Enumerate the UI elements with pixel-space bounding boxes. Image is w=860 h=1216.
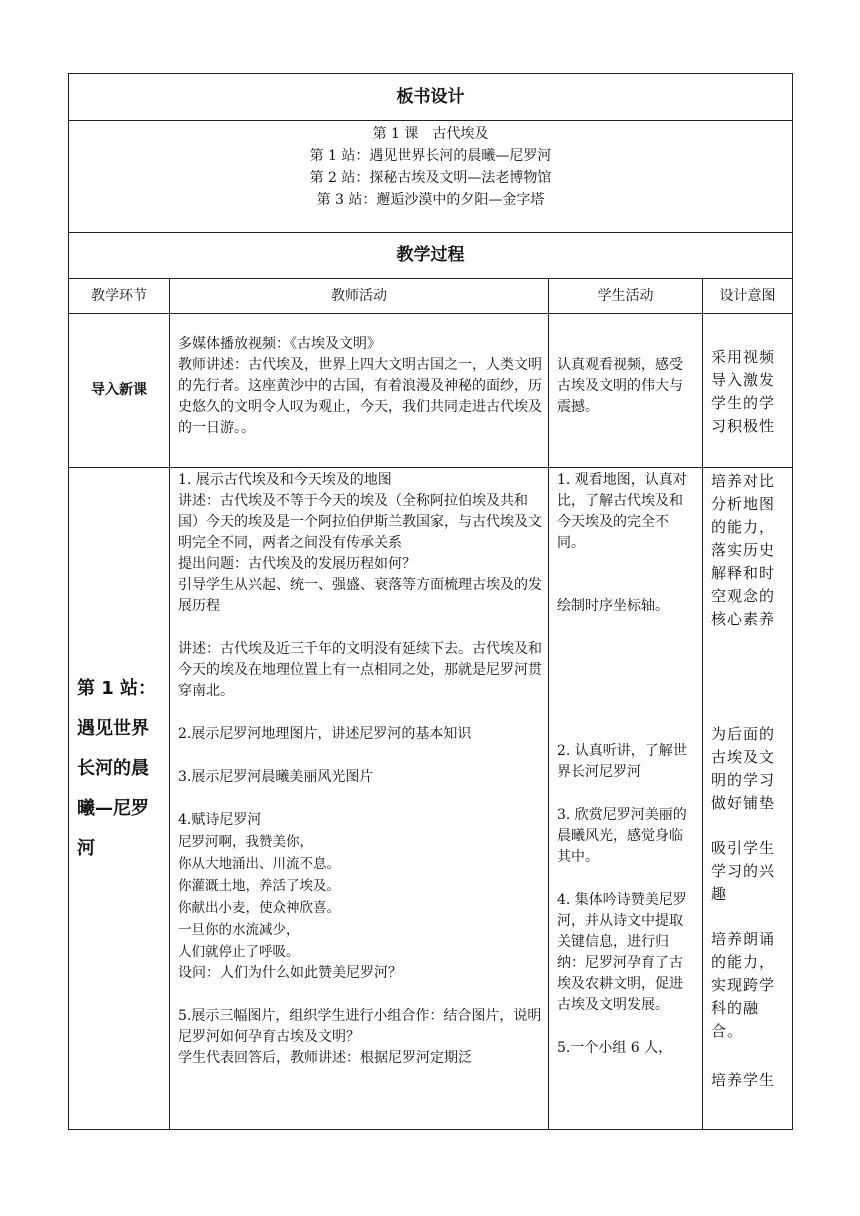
student-line: 绘制时序坐标轴。: [557, 598, 669, 614]
board-line: 第 1 课 古代埃及: [372, 126, 489, 142]
teacher-line: 5.展示三幅图片，组织学生进行小组合作：结合图片，说明尼罗河如何孕育古埃及文明？: [178, 1008, 542, 1045]
lesson-plan-page: [68, 73, 792, 1130]
stage-line: 曦—尼罗: [77, 797, 149, 819]
student-line: 5.一个小组 6 人，: [557, 1040, 673, 1056]
intent-line: 培养学生: [711, 1071, 776, 1089]
student-line: 2. 认真听讲，了解世界长河尼罗河: [557, 743, 687, 780]
col-header-intent: 设计意图: [703, 279, 793, 314]
poem-line: 你从大地涌出、川流不息。: [178, 856, 340, 872]
student-text: 认真观看视频，感受古埃及文明的伟大与震撼。: [557, 357, 683, 415]
board-line: 第 2 站：探秘古埃及文明—法老博物馆: [309, 170, 552, 186]
col-header-stage: 教学环节: [69, 279, 170, 314]
intent-line: 为后面的古埃及文明的学习做好铺垫: [711, 725, 776, 812]
teacher-line: 引导学生从兴起、统一、强盛、衰落等方面梳理古埃及的发展历程: [178, 577, 542, 614]
teacher-line: 提出问题：古代埃及的发展历程如何？: [178, 556, 416, 572]
teacher-line: 设问：人们为什么如此赞美尼罗河？: [178, 965, 402, 981]
stage-station-1: [69, 468, 170, 1130]
student-line: 3. 欣赏尼罗河美丽的晨曦风光，感觉身临其中。: [557, 807, 687, 865]
teacher-line: 讲述：古代埃及不等于今天的埃及（全称阿拉伯埃及共和国）今天的埃及是一个阿拉伯伊斯兰教国家，与古代埃及文明完全不同，两者之间没有传承关系: [178, 493, 542, 551]
lesson-plan-table: [68, 73, 793, 1130]
teacher-line: 1. 展示古代埃及和今天埃及的地图: [178, 472, 392, 488]
teacher-line: 讲述：古代埃及近三千年的文明没有延续下去。古代埃及和今天的埃及在地理位置上有一点相同之处，那就是尼罗河贯穿南北。: [178, 641, 542, 699]
stage-line: 河: [77, 837, 95, 859]
intent-line: 培养对比分析地图的能力，落实历史解释和时空观念的核心素养: [711, 472, 776, 628]
teacher-line: 多媒体播放视频：《古埃及文明》: [178, 336, 381, 352]
teaching-process-title: 教学过程: [69, 233, 793, 279]
station1-teacher-activity: [170, 468, 549, 1130]
stage-line: 长河的晨: [77, 757, 149, 779]
poem-line: 尼罗河啊，我赞美你，: [178, 834, 313, 850]
intent-line: 培养朗诵的能力，实现跨学科的融合。: [711, 930, 776, 1040]
stage-intro: 导入新课: [69, 314, 170, 468]
board-line: 第 1 站：遇见世界长河的晨曦—尼罗河: [309, 148, 552, 164]
stage-line: 遇见世界: [77, 717, 149, 739]
teacher-line: 2.展示尼罗河地理图片，讲述尼罗河的基本知识: [178, 726, 472, 742]
stage-line: 第 1 站：: [77, 677, 157, 699]
col-header-student: 学生活动: [549, 279, 703, 314]
student-line: 1. 观看地图，认真对比，了解古代埃及和今天埃及的完全不同。: [557, 472, 687, 551]
intent-text: 采用视频导入激发学生的学习积极性: [711, 348, 776, 435]
intro-teacher-activity: [170, 314, 549, 468]
board-design-content: [69, 121, 793, 233]
student-line: 4. 集体吟诗赞美尼罗河，并从诗文中提取关键信息，进行归纳：尼罗河孕育了古埃及农耕文明，促进古埃及文明发展。: [557, 892, 687, 1013]
teacher-line: 3.展示尼罗河晨曦美丽风光图片: [178, 769, 374, 785]
poem-line: 一旦你的水流减少，: [178, 922, 300, 938]
poem-line: 你献出小麦，使众神欣喜。: [178, 900, 340, 916]
poem-line: 人们就停止了呼吸。: [178, 944, 300, 960]
col-header-teacher: 教师活动: [170, 279, 549, 314]
board-design-title: 板书设计: [69, 74, 793, 121]
intro-student-activity: [549, 314, 703, 468]
teacher-line: 学生代表回答后，教师讲述：根据尼罗河定期泛: [178, 1050, 472, 1066]
poem-line: 你灌溉土地，养活了埃及。: [178, 878, 340, 894]
teacher-line: 教师讲述：古代埃及，世界上四大文明古国之一，人类文明的先行者。这座黄沙中的古国，有着浪漫及神秘的面纱，历史悠久的文明令人叹为观止，今天，我们共同走进古代埃及的一日游。。: [178, 357, 542, 436]
station1-student-activity: [549, 468, 703, 1130]
intent-line: 吸引学生学习的兴趣: [711, 839, 776, 903]
intro-design-intent: [703, 314, 793, 468]
board-line: 第 3 站：邂逅沙漠中的夕阳—金字塔: [316, 192, 545, 208]
station1-design-intent: [703, 468, 793, 1130]
teacher-line: 4.赋诗尼罗河: [178, 812, 262, 828]
